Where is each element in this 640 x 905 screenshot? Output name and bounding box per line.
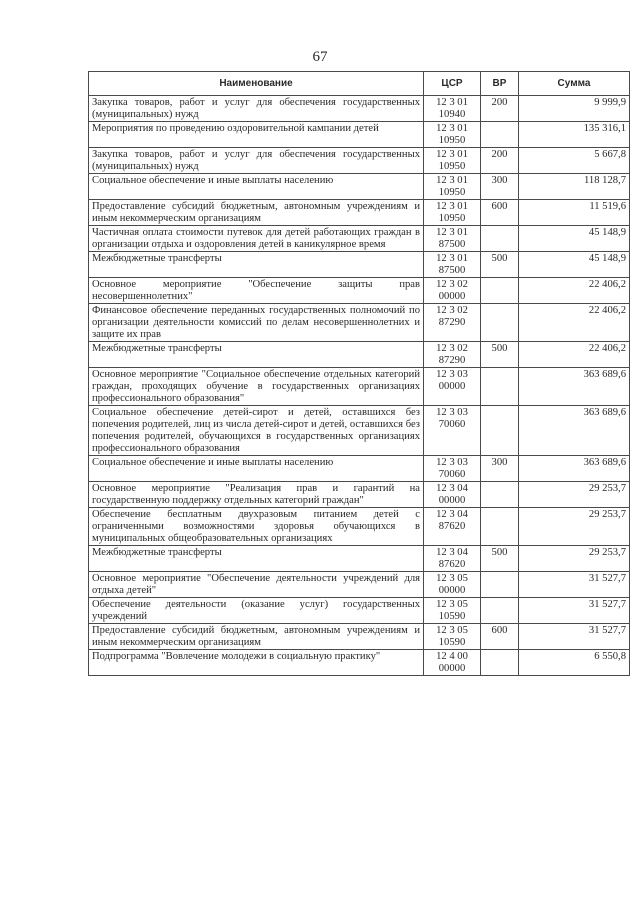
row-sum-cell: 22 406,2 [519, 342, 630, 368]
row-vr-cell [481, 650, 519, 676]
row-sum-cell: 31 527,7 [519, 572, 630, 598]
row-vr-cell [481, 598, 519, 624]
row-name-cell: Предоставление субсидий бюджетным, автономным учреждениям и иным некоммерческим организациям [89, 200, 424, 226]
table-row [89, 278, 630, 304]
row-vr-cell: 300 [481, 174, 519, 200]
row-csr-cell: 12 3 04 00000 [424, 482, 481, 508]
row-sum-cell: 29 253,7 [519, 508, 630, 546]
row-sum-cell: 22 406,2 [519, 304, 630, 342]
row-name-cell: Финансовое обеспечение переданных государственных полномочий по организации деятельности комиссий по делам несовершеннолетних и защите их прав [89, 304, 424, 342]
row-vr-cell [481, 122, 519, 148]
row-csr-cell: 12 3 01 87500 [424, 226, 481, 252]
row-sum-cell: 22 406,2 [519, 278, 630, 304]
row-sum-cell: 31 527,7 [519, 598, 630, 624]
row-vr-cell [481, 572, 519, 598]
row-csr-cell: 12 3 04 87620 [424, 546, 481, 572]
row-sum-cell: 9 999,9 [519, 96, 630, 122]
row-name-cell: Закупка товаров, работ и услуг для обеспечения государственных (муниципальных) нужд [89, 148, 424, 174]
row-name-cell: Предоставление субсидий бюджетным, автономным учреждениям и иным некоммерческим организациям [89, 624, 424, 650]
row-csr-cell: 12 3 02 87290 [424, 304, 481, 342]
column-header-name: Наименование [89, 72, 424, 96]
table-body [89, 96, 630, 676]
row-name-cell: Социальное обеспечение и иные выплаты населению [89, 174, 424, 200]
row-vr-cell: 200 [481, 96, 519, 122]
row-vr-cell [481, 278, 519, 304]
row-csr-cell: 12 3 03 00000 [424, 368, 481, 406]
page-number: 67 [312, 49, 328, 65]
table-row [89, 598, 630, 624]
row-vr-cell [481, 508, 519, 546]
row-csr-cell: 12 3 02 87290 [424, 342, 481, 368]
table-row [89, 96, 630, 122]
table-row [89, 252, 630, 278]
row-csr-cell: 12 3 01 10950 [424, 148, 481, 174]
row-sum-cell: 363 689,6 [519, 406, 630, 456]
row-name-cell: Обеспечение бесплатным двухразовым питанием детей с ограниченными возможностями здоровья обучающихся в муниципальных общеобразовательных организациях [89, 508, 424, 546]
row-csr-cell: 12 3 01 87500 [424, 252, 481, 278]
row-vr-cell: 600 [481, 624, 519, 650]
table-row [89, 342, 630, 368]
row-sum-cell: 29 253,7 [519, 482, 630, 508]
row-csr-cell: 12 3 05 10590 [424, 624, 481, 650]
table-row [89, 650, 630, 676]
row-sum-cell: 118 128,7 [519, 174, 630, 200]
row-vr-cell: 500 [481, 252, 519, 278]
column-header-sum: Сумма [519, 72, 630, 96]
table-row [89, 406, 630, 456]
table-row [89, 148, 630, 174]
row-csr-cell: 12 3 04 87620 [424, 508, 481, 546]
row-name-cell: Межбюджетные трансферты [89, 252, 424, 278]
row-vr-cell: 300 [481, 456, 519, 482]
row-vr-cell: 500 [481, 342, 519, 368]
table-row [89, 546, 630, 572]
row-name-cell: Частичная оплата стоимости путевок для детей работающих граждан в организации отдыха и оздоровления детей в каникулярное время [89, 226, 424, 252]
row-name-cell: Мероприятия по проведению оздоровительной кампании детей [89, 122, 424, 148]
budget-table [88, 71, 630, 676]
row-sum-cell: 31 527,7 [519, 624, 630, 650]
row-csr-cell: 12 3 01 10950 [424, 174, 481, 200]
row-csr-cell: 12 4 00 00000 [424, 650, 481, 676]
row-vr-cell: 200 [481, 148, 519, 174]
table-row [89, 304, 630, 342]
row-sum-cell: 363 689,6 [519, 456, 630, 482]
row-csr-cell: 12 3 05 10590 [424, 598, 481, 624]
row-vr-cell [481, 304, 519, 342]
table-row [89, 368, 630, 406]
row-vr-cell [481, 226, 519, 252]
table-row [89, 174, 630, 200]
row-name-cell: Межбюджетные трансферты [89, 342, 424, 368]
row-vr-cell: 500 [481, 546, 519, 572]
row-name-cell: Подпрограмма "Вовлечение молодежи в социальную практику" [89, 650, 424, 676]
row-name-cell: Закупка товаров, работ и услуг для обеспечения государственных (муниципальных) нужд [89, 96, 424, 122]
row-sum-cell: 11 519,6 [519, 200, 630, 226]
table-row [89, 226, 630, 252]
row-sum-cell: 45 148,9 [519, 252, 630, 278]
row-vr-cell [481, 368, 519, 406]
row-name-cell: Социальное обеспечение и иные выплаты населению [89, 456, 424, 482]
row-sum-cell: 363 689,6 [519, 368, 630, 406]
row-name-cell: Социальное обеспечение детей-сирот и детей, оставшихся без попечения родителей, лиц из числа детей-сирот и детей, оставшихся без попечения родителей, обучающихся в государственных организациях профессионального образования [89, 406, 424, 456]
row-vr-cell: 600 [481, 200, 519, 226]
row-vr-cell [481, 406, 519, 456]
table-row [89, 508, 630, 546]
table-row [89, 456, 630, 482]
row-csr-cell: 12 3 01 10940 [424, 96, 481, 122]
row-sum-cell: 6 550,8 [519, 650, 630, 676]
row-sum-cell: 45 148,9 [519, 226, 630, 252]
column-header-csr: ЦСР [424, 72, 481, 96]
row-csr-cell: 12 3 05 00000 [424, 572, 481, 598]
table-row [89, 572, 630, 598]
row-vr-cell [481, 482, 519, 508]
table-header-row [89, 72, 630, 96]
row-sum-cell: 29 253,7 [519, 546, 630, 572]
row-csr-cell: 12 3 03 70060 [424, 456, 481, 482]
row-csr-cell: 12 3 01 10950 [424, 122, 481, 148]
row-name-cell: Основное мероприятие "Обеспечение защиты прав несовершеннолетних" [89, 278, 424, 304]
table-row [89, 482, 630, 508]
row-csr-cell: 12 3 02 00000 [424, 278, 481, 304]
row-name-cell: Основное мероприятие "Реализация прав и гарантий на государственную поддержку отдельных категорий граждан" [89, 482, 424, 508]
row-name-cell: Обеспечение деятельности (оказание услуг) государственных учреждений [89, 598, 424, 624]
table-row [89, 122, 630, 148]
table-row [89, 624, 630, 650]
table-row [89, 200, 630, 226]
row-sum-cell: 135 316,1 [519, 122, 630, 148]
row-csr-cell: 12 3 03 70060 [424, 406, 481, 456]
row-csr-cell: 12 3 01 10950 [424, 200, 481, 226]
column-header-vr: ВР [481, 72, 519, 96]
row-name-cell: Основное мероприятие "Социальное обеспечение отдельных категорий граждан, проходящих обучение в государственных организациях профессионального образования" [89, 368, 424, 406]
row-name-cell: Межбюджетные трансферты [89, 546, 424, 572]
row-name-cell: Основное мероприятие "Обеспечение деятельности учреждений для отдыха детей" [89, 572, 424, 598]
row-sum-cell: 5 667,8 [519, 148, 630, 174]
